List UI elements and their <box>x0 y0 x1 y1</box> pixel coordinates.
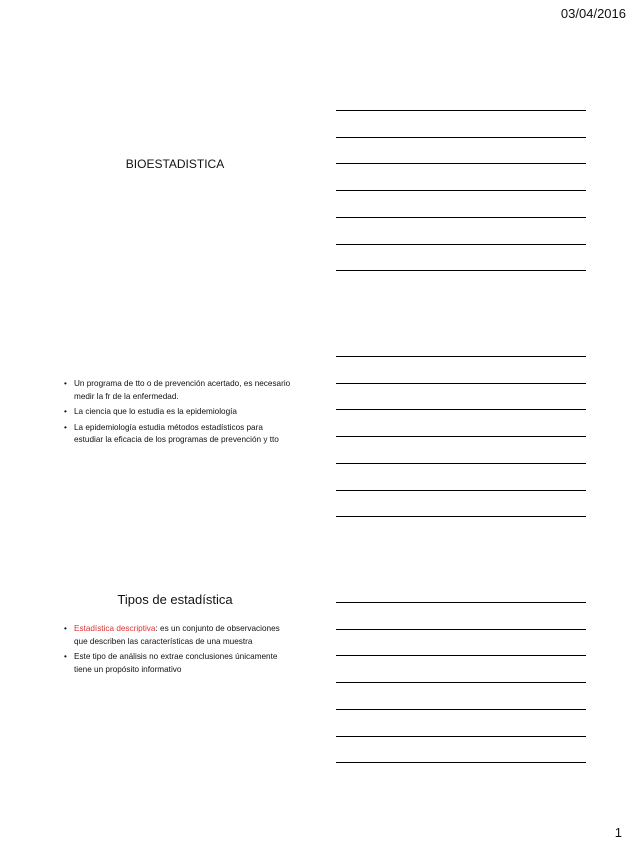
note-line <box>336 682 586 683</box>
note-line <box>336 110 586 111</box>
note-line <box>336 137 586 138</box>
note-line <box>336 244 586 245</box>
bullet-item: • Un programa de tto o de prevención acertado, es necesario medir la fr de la enfermedad. <box>60 378 292 403</box>
slide-1-title: BIOESTADISTICA <box>125 157 225 171</box>
slide-2-bullets <box>60 378 292 450</box>
highlight-term: Estadística descriptiva <box>74 624 156 633</box>
note-line <box>336 762 586 763</box>
bullet-text: : es un conjunto de observaciones que describen las características de una muestra <box>74 624 280 646</box>
note-line <box>336 409 586 410</box>
note-line <box>336 436 586 437</box>
slide-3-title: Tipos de estadística <box>117 592 233 607</box>
note-line <box>336 629 586 630</box>
date-label: 03/04/2016 <box>560 6 626 21</box>
note-line <box>336 490 586 491</box>
note-line <box>336 463 586 464</box>
note-line <box>336 655 586 656</box>
note-line <box>336 356 586 357</box>
page-number: 1 <box>614 825 622 840</box>
note-line <box>336 736 586 737</box>
note-line <box>336 383 586 384</box>
note-line <box>336 217 586 218</box>
note-line <box>336 709 586 710</box>
slide-3-bullets <box>60 623 292 679</box>
bullet-item: • La epidemiología estudia métodos estadísticos para estudiar la eficacia de los programas de prevención y tto <box>60 422 292 447</box>
note-line <box>336 163 586 164</box>
note-line <box>336 190 586 191</box>
note-line <box>336 270 586 271</box>
note-line <box>336 516 586 517</box>
note-line <box>336 602 586 603</box>
bullet-item: • La ciencia que lo estudia es la epidemiología <box>60 406 292 419</box>
bullet-item <box>60 623 292 648</box>
bullet-item: • Este tipo de análisis no extrae conclusiones únicamente tiene un propósito informativo <box>60 651 292 676</box>
